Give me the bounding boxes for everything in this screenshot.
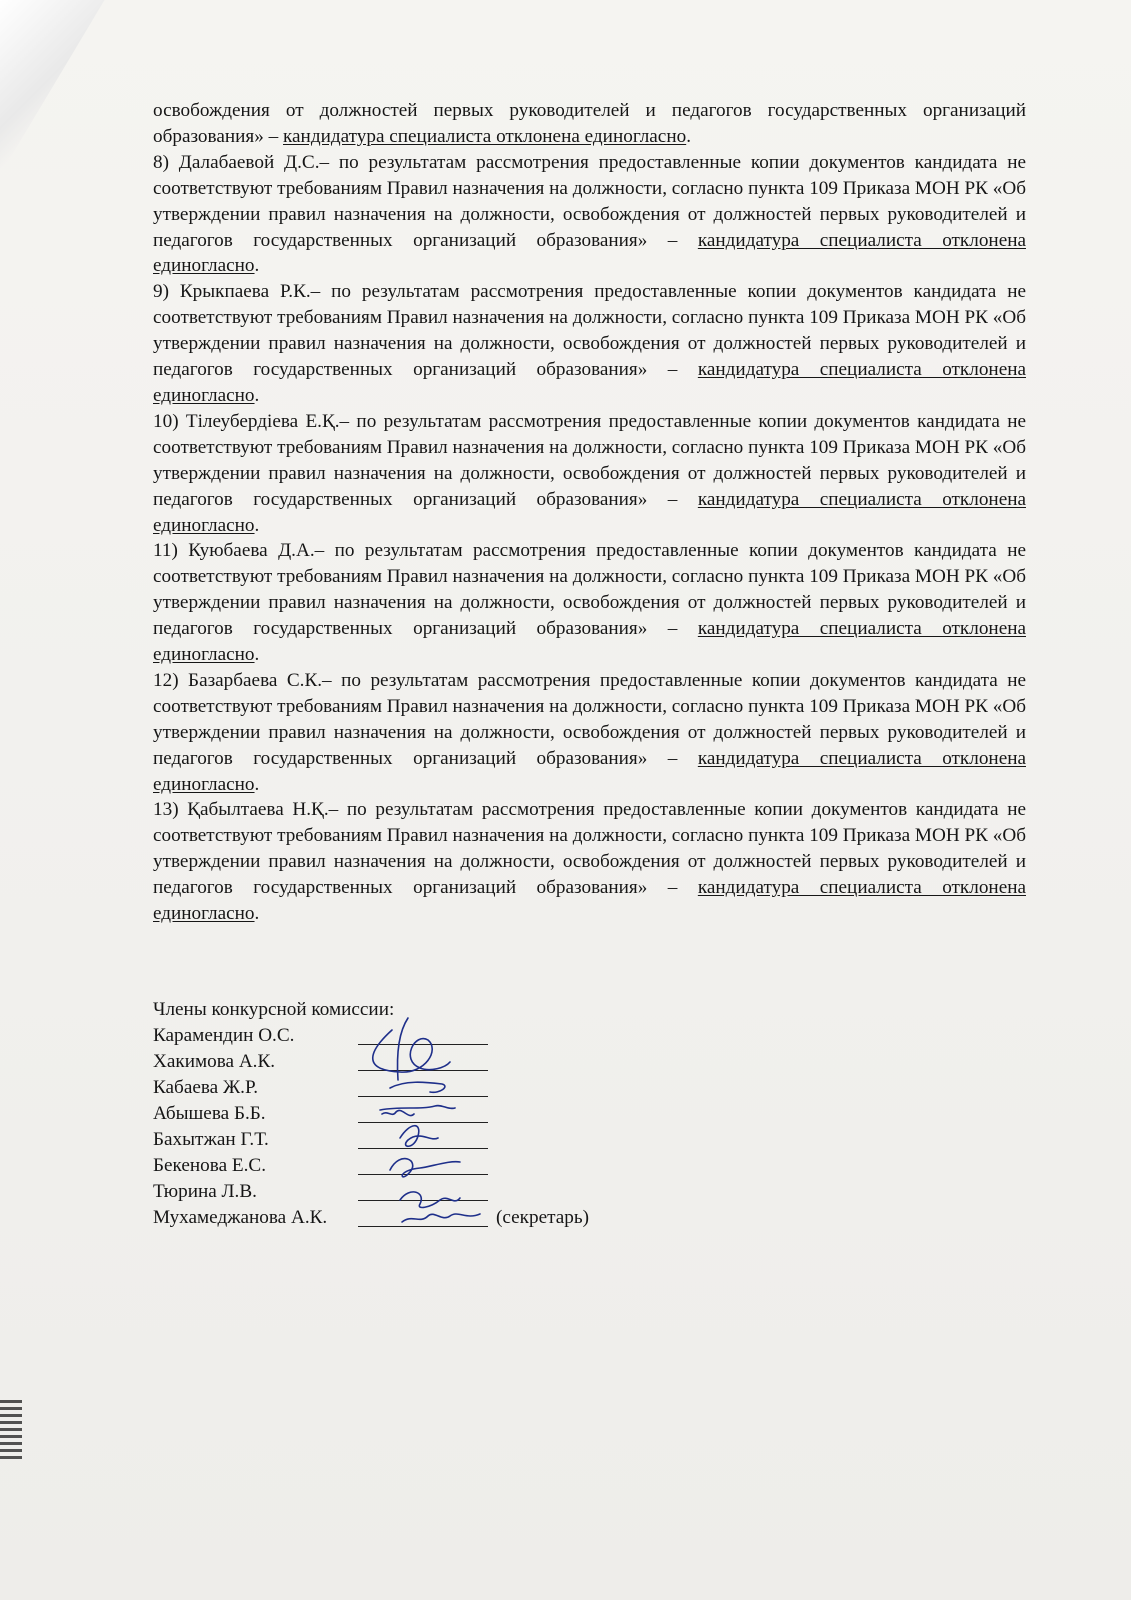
item-text: 13) Қабылтаева Н.Қ.– по результатам рассмотрения предоставленные копии документов кандидата не соответствуют требованиям Правил назначения на должности, согласно пункта 109 Приказа МОН РК «Об утверждении правил назначения на должности, освобождения от должностей первых руководителей и педагогов государственных организаций образования» – — [153, 799, 1026, 899]
member-row — [153, 1023, 589, 1049]
signature-line — [358, 1208, 488, 1227]
item-text: 9) Крыкпаева Р.К.– по результатам рассмотрения предоставленные копии документов кандидата не соответствуют требованиям Правил назначения на должности, согласно пункта 109 Приказа МОН РК «Об утверждении правил назначения на должности, освобождения от должностей первых руководителей и педагогов государственных организаций образования» – — [153, 281, 1026, 381]
item-end: . — [254, 644, 260, 666]
signature-line — [358, 1182, 488, 1201]
item-end: . — [254, 903, 260, 925]
list-item — [153, 668, 1026, 798]
signature-line — [358, 1052, 488, 1071]
member-role: (секретарь) — [496, 1207, 589, 1228]
item-verdict: кандидатура специалиста отклонена единогласно — [153, 747, 1026, 795]
member-name: Абышева Б.Б. — [153, 1103, 266, 1124]
member-name: Карамендин О.С. — [153, 1025, 295, 1046]
lead-in-paragraph — [153, 98, 1026, 150]
folded-corner — [0, 0, 110, 175]
item-end: . — [254, 384, 260, 406]
member-row — [153, 1075, 589, 1101]
member-row — [153, 1179, 589, 1205]
document-body — [153, 98, 1026, 927]
signature-line — [358, 1026, 488, 1045]
lead-in-verdict: кандидатура специалиста отклонена единогласно — [283, 125, 687, 147]
member-name: Бахытжан Г.Т. — [153, 1129, 269, 1150]
member-name: Тюрина Л.В. — [153, 1181, 257, 1202]
member-row — [153, 1049, 589, 1075]
member-row — [153, 1153, 589, 1179]
signature-line — [358, 1130, 488, 1149]
item-text: 8) Далабаевой Д.С.– по результатам рассмотрения предоставленные копии документов кандидата не соответствуют требованиям Правил назначения на должности, согласно пункта 109 Приказа МОН РК «Об утверждении правил назначения на должности, освобождения от должностей первых руководителей и педагогов государственных организаций образования» – — [153, 151, 1026, 251]
item-verdict: кандидатура специалиста отклонена единогласно — [153, 877, 1026, 925]
item-verdict: кандидатура специалиста отклонена единогласно — [153, 618, 1026, 666]
list-item — [153, 279, 1026, 409]
member-name: Хакимова А.К. — [153, 1051, 276, 1072]
item-text: 12) Базарбаева С.К.– по результатам рассмотрения предоставленные копии документов кандидата не соответствуют требованиям Правил назначения на должности, согласно пункта 109 Приказа МОН РК «Об утверждении правил назначения на должности, освобождения от должностей первых руководителей и педагогов государственных организаций образования» – — [153, 669, 1026, 769]
item-text: 11) Куюбаева Д.А.– по результатам рассмотрения предоставленные копии документов кандидата не соответствуют требованиям Правил назначения на должности, согласно пункта 109 Приказа МОН РК «Об утверждении правил назначения на должности, освобождения от должностей первых руководителей и педагогов государственных организаций образования» – — [153, 540, 1026, 640]
item-verdict: кандидатура специалиста отклонена единогласно — [153, 359, 1026, 406]
list-item — [153, 797, 1026, 927]
binder-marks — [0, 1400, 22, 1460]
list-item — [153, 409, 1026, 539]
item-end: . — [254, 514, 260, 536]
member-row — [153, 1101, 589, 1127]
item-end: . — [254, 773, 260, 795]
lead-in-end: . — [686, 125, 691, 147]
commission-block — [153, 997, 589, 1231]
commission-heading: Члены конкурсной комиссии: — [153, 999, 395, 1020]
list-item — [153, 538, 1026, 668]
item-verdict: кандидатура специалиста отклонена единогласно — [153, 488, 1026, 536]
member-row — [153, 1205, 589, 1231]
signature-line — [358, 1104, 488, 1123]
item-verdict: кандидатура специалиста отклонена единогласно — [153, 229, 1026, 277]
item-end: . — [254, 255, 260, 277]
signature-line — [358, 1156, 488, 1175]
member-name: Бекенова Е.С. — [153, 1155, 266, 1176]
signature-line — [358, 1078, 488, 1097]
commission-heading-row — [153, 997, 589, 1023]
item-text: 10) Тілеубердіева Е.Қ.– по результатам рассмотрения предоставленные копии документов кандидата не соответствуют требованиям Правил назначения на должности, согласно пункта 109 Приказа МОН РК «Об утверждении правил назначения на должности, освобождения от должностей первых руководителей и педагогов государственных организаций образования» – — [153, 410, 1026, 510]
member-name: Кабаева Ж.Р. — [153, 1077, 259, 1098]
list-item — [153, 150, 1026, 280]
lead-in-text: освобождения от должностей первых руководителей и педагогов государственных организаций образования» – — [153, 100, 1026, 147]
member-row — [153, 1127, 589, 1153]
member-name: Мухамеджанова А.К. — [153, 1207, 328, 1228]
